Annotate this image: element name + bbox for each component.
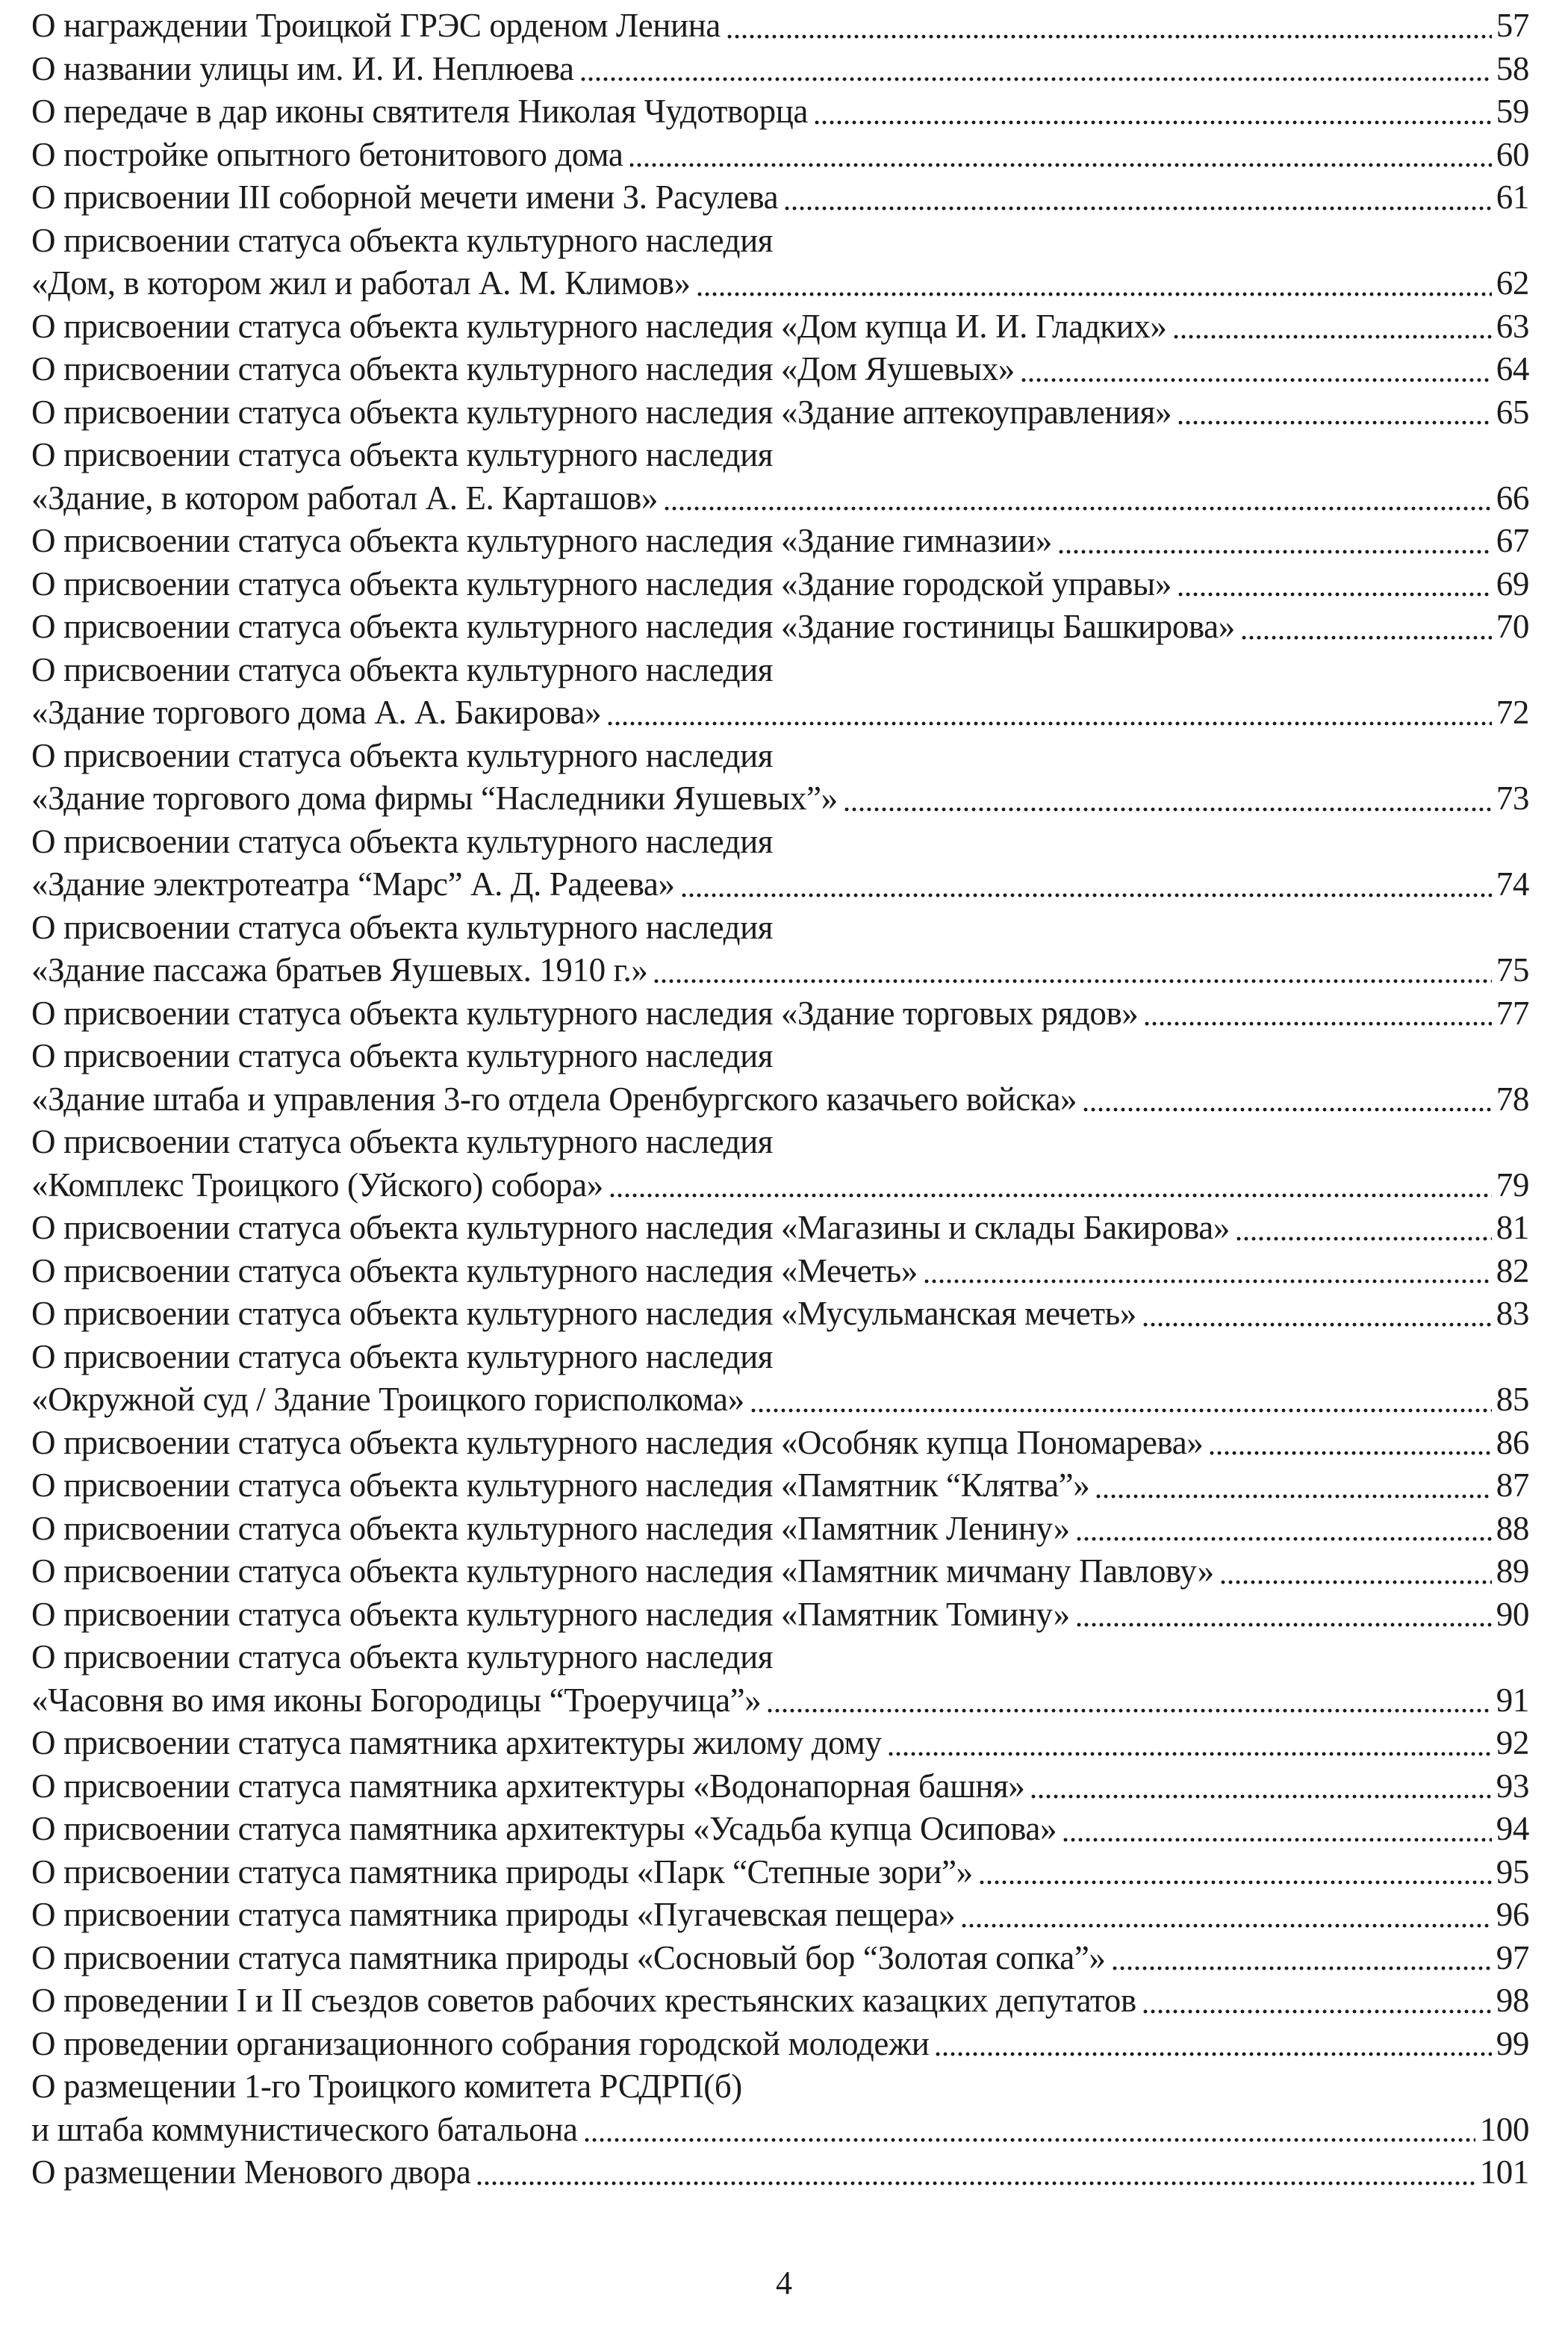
dot-leader — [813, 90, 1492, 134]
dot-leader — [653, 949, 1491, 992]
dot-leader — [887, 1722, 1492, 1765]
toc-entry-title: О присвоении статуса объекта культурного наследия «Мусульманская мечеть» — [31, 1295, 1136, 1332]
toc-entry-title: О присвоении статуса объекта культурного наследия — [31, 1037, 774, 1074]
toc-entry — [31, 563, 1529, 606]
toc-entry — [31, 1207, 1529, 1250]
dot-leader — [1240, 606, 1492, 649]
toc-entry-line — [31, 691, 1529, 735]
dot-leader — [1057, 520, 1492, 563]
toc-entry-line — [31, 1422, 1529, 1465]
toc-entry — [31, 134, 1529, 177]
toc-entry-line — [31, 176, 1529, 220]
dot-leader — [783, 176, 1492, 220]
toc-entry — [31, 1336, 1529, 1422]
toc-entry-line — [31, 906, 1529, 950]
toc-entry-line — [31, 520, 1529, 563]
dot-leader — [609, 1164, 1492, 1207]
toc-entry-title: О размещении Менового двора — [31, 2153, 471, 2191]
toc-entry-page-number: 92 — [1496, 1724, 1529, 1761]
toc-entry-line — [31, 1121, 1529, 1164]
toc-entry — [31, 176, 1529, 220]
toc-entry-page-number: 88 — [1496, 1509, 1529, 1547]
toc-entry — [31, 992, 1529, 1036]
toc-entry-page-number: 62 — [1496, 264, 1529, 302]
toc-entry — [31, 906, 1529, 992]
toc-entry-title: О присвоении статуса объекта культурного наследия — [31, 1337, 774, 1375]
dot-leader — [934, 2023, 1491, 2066]
toc-entry-line — [31, 1164, 1529, 1207]
toc-entry-line — [31, 1593, 1529, 1637]
toc-entry — [31, 4, 1529, 48]
toc-entry-title: О присвоении статуса объекта культурного наследия — [31, 736, 774, 774]
toc-entry-title: «Здание торгового дома А. А. Бакирова» — [31, 694, 602, 731]
toc-entry-title: О присвоении статуса объекта культурного наследия — [31, 822, 774, 860]
toc-entry — [31, 606, 1529, 649]
toc-entry — [31, 1808, 1529, 1851]
toc-entry-title: О проведении организационного собрания городской молодежи — [31, 2024, 930, 2062]
toc-entry-line — [31, 477, 1529, 520]
toc-entry — [31, 1722, 1529, 1765]
toc-entry-line — [31, 1378, 1529, 1422]
toc-entry — [31, 1464, 1529, 1508]
dot-leader — [1208, 1422, 1491, 1465]
toc-entry — [31, 391, 1529, 435]
toc-entry-title: О присвоении III соборной мечети имени З. Расулева — [31, 178, 779, 216]
toc-entry-line — [31, 134, 1529, 177]
toc-entry-title: «Комплекс Троицкого (Уйского) собора» — [31, 1166, 603, 1204]
toc-entry-page-number: 90 — [1496, 1595, 1529, 1633]
toc-entry-title: О присвоении статуса памятника природы «Парк “Степные зори”» — [31, 1852, 973, 1891]
dot-leader — [1142, 1979, 1492, 2023]
dot-leader — [843, 777, 1492, 821]
toc-entry-page-number: 60 — [1496, 135, 1529, 173]
toc-entry-line — [31, 90, 1529, 134]
dot-leader — [1235, 1207, 1492, 1250]
dot-leader — [1172, 305, 1492, 349]
toc-entry-page-number: 86 — [1496, 1423, 1529, 1461]
toc-entry-title: О присвоении статуса объекта культурного наследия — [31, 1123, 774, 1160]
toc-entry — [31, 348, 1529, 391]
dot-leader — [1030, 1765, 1491, 1808]
toc-entry-title: «Здание штаба и управления 3-го отдела Оренбургского казачьего войска» — [31, 1080, 1077, 1118]
toc-entry-line — [31, 1765, 1529, 1808]
toc-entry-line — [31, 1550, 1529, 1593]
toc-entry-page-number: 58 — [1496, 49, 1529, 87]
toc-entry — [31, 1979, 1529, 2023]
toc-entry-line — [31, 992, 1529, 1036]
toc-entry-page-number: 65 — [1496, 393, 1529, 431]
dot-leader — [1219, 1550, 1492, 1593]
toc-entry-line — [31, 777, 1529, 821]
toc-entry — [31, 1422, 1529, 1465]
toc-entry — [31, 1508, 1529, 1551]
toc-entry — [31, 1593, 1529, 1637]
toc-entry-title: О передаче в дар иконы святителя Николая Чудотворца — [31, 93, 808, 130]
toc-entry-page-number: 94 — [1496, 1810, 1529, 1847]
dot-leader — [726, 4, 1492, 48]
toc-entry-line — [31, 606, 1529, 649]
dot-leader — [750, 1378, 1492, 1422]
toc-entry-page-number: 70 — [1496, 608, 1529, 645]
toc-entry — [31, 2023, 1529, 2066]
toc-entry — [31, 2151, 1529, 2194]
toc-entry-page-number: 57 — [1496, 7, 1529, 44]
page-number: 4 — [776, 2265, 792, 2301]
toc-entry-title: О присвоении статуса памятника архитектуры «Водонапорная башня» — [31, 1767, 1025, 1805]
toc-entry-line — [31, 2065, 1529, 2109]
toc-entry — [31, 434, 1529, 520]
toc-entry — [31, 305, 1529, 349]
toc-entry-page-number: 59 — [1496, 93, 1529, 130]
toc-entry-page-number: 85 — [1496, 1381, 1529, 1418]
dot-leader — [696, 262, 1492, 305]
toc-entry-title: О присвоении статуса объекта культурного наследия — [31, 1638, 774, 1676]
toc-entry-line — [31, 821, 1529, 864]
toc-entry — [31, 735, 1529, 821]
toc-entry — [31, 90, 1529, 134]
toc-entry-page-number: 87 — [1496, 1466, 1529, 1504]
toc-entry-title: О присвоении статуса объекта культурного наследия «Здание аптекоуправления» — [31, 393, 1172, 431]
toc-entry-title: О присвоении статуса памятника архитектуры жилому дому — [31, 1724, 882, 1761]
toc-entry-title: О присвоении статуса объекта культурного наследия «Здание гостиницы Башкирова» — [31, 608, 1235, 645]
toc-entry — [31, 2065, 1529, 2151]
dot-leader — [1142, 1292, 1492, 1336]
toc-entry — [31, 1035, 1529, 1121]
toc-entry-line — [31, 1464, 1529, 1508]
toc-entry-line — [31, 4, 1529, 48]
toc-entry-title: О присвоении статуса объекта культурного наследия «Памятник Томину» — [31, 1595, 1070, 1633]
toc-entry-title: «Здание пассажа братьев Яушевых. 1910 г.» — [31, 951, 648, 989]
toc-entry-page-number: 66 — [1496, 479, 1529, 517]
toc-entry-title: «Здание электротеатра “Марс” А. Д. Радеева» — [31, 865, 675, 903]
toc-entry-line — [31, 1250, 1529, 1293]
dot-leader — [1177, 563, 1492, 606]
toc-entry-page-number: 75 — [1496, 951, 1529, 989]
toc-entry-line — [31, 1035, 1529, 1078]
toc-entry — [31, 1636, 1529, 1722]
toc-entry-page-number: 98 — [1496, 1982, 1529, 2019]
dot-leader — [476, 2151, 1475, 2194]
toc-entry-title: О названии улицы им. И. И. Неплюева — [31, 49, 574, 87]
toc-entry-page-number: 91 — [1496, 1681, 1529, 1719]
toc-entry-title: О присвоении статуса объекта культурного наследия «Памятник Ленину» — [31, 1509, 1070, 1547]
toc-entry-page-number: 89 — [1496, 1552, 1529, 1590]
toc-entry-line — [31, 391, 1529, 435]
toc-entry-title: О присвоении статуса объекта культурного наследия «Мечеть» — [31, 1251, 918, 1289]
toc-entry — [31, 48, 1529, 91]
toc-entry-line — [31, 1207, 1529, 1250]
toc-entry-line — [31, 348, 1529, 391]
toc-entry-page-number: 73 — [1496, 780, 1529, 817]
toc-entry-line — [31, 863, 1529, 906]
toc-entry-line — [31, 1292, 1529, 1336]
toc-entry-page-number: 81 — [1496, 1209, 1529, 1246]
toc-entry — [31, 1250, 1529, 1293]
toc-entry-title: О присвоении статуса объекта культурного наследия — [31, 650, 774, 688]
dot-leader — [1143, 992, 1491, 1036]
toc-entry-title: О присвоении статуса объекта культурного наследия «Памятник “Клятва”» — [31, 1466, 1090, 1504]
toc-entry — [31, 821, 1529, 906]
toc-entry — [31, 1121, 1529, 1207]
toc-entry-title: О присвоении статуса памятника природы «Сосновый бор “Золотая сопка”» — [31, 1938, 1106, 1976]
toc-entry-page-number: 61 — [1496, 178, 1529, 216]
toc-entry — [31, 649, 1529, 735]
toc-entry-page-number: 97 — [1496, 1938, 1529, 1976]
toc-entry-title: О присвоении статуса объекта культурного наследия «Магазины и склады Бакирова» — [31, 1209, 1230, 1246]
toc-entry-page-number: 74 — [1496, 865, 1529, 903]
toc-entry-title: «Здание, в котором работал А. Е. Карташов» — [31, 479, 658, 517]
dot-leader — [1020, 348, 1492, 391]
toc-entry-line — [31, 1679, 1529, 1723]
toc-entry-title: О присвоении статуса объекта культурного наследия «Здание гимназии» — [31, 522, 1052, 559]
toc-entry-line — [31, 949, 1529, 992]
toc-entry-title: «Часовня во имя иконы Богородицы “Троеручица”» — [31, 1681, 762, 1719]
toc-entry-line — [31, 2023, 1529, 2066]
toc-entry — [31, 1894, 1529, 1937]
toc-entry-line — [31, 1808, 1529, 1851]
toc-entry-title: О присвоении статуса объекта культурного наследия «Особняк купца Пономарева» — [31, 1423, 1204, 1461]
toc-entry-line — [31, 1078, 1529, 1121]
toc-entry-line — [31, 2151, 1529, 2194]
dot-leader — [1075, 1593, 1492, 1637]
toc-entry — [31, 220, 1529, 305]
toc-entry-line — [31, 1508, 1529, 1551]
dot-leader — [1095, 1464, 1491, 1508]
toc-entry-page-number: 95 — [1496, 1852, 1529, 1891]
toc-entry-title: О постройке опытного бетонитового дома — [31, 135, 623, 173]
toc-entry-page-number: 79 — [1496, 1166, 1529, 1204]
toc-entry-line — [31, 220, 1529, 263]
toc-entry-title: О присвоении статуса объекта культурного наследия — [31, 221, 774, 259]
toc-entry-page-number: 93 — [1496, 1767, 1529, 1805]
toc-entry-page-number: 63 — [1496, 307, 1529, 345]
table-of-contents — [31, 4, 1529, 2194]
toc-entry-title: О награждении Троицкой ГРЭС орденом Ленина — [31, 7, 721, 44]
toc-entry-line — [31, 1979, 1529, 2023]
toc-entry-line — [31, 1894, 1529, 1937]
toc-entry-title: «Окружной суд / Здание Троицкого горисполкома» — [31, 1381, 744, 1418]
toc-entry — [31, 1550, 1529, 1593]
toc-entry — [31, 520, 1529, 563]
toc-entry-line — [31, 1851, 1529, 1894]
toc-entry-line — [31, 1636, 1529, 1679]
toc-entry — [31, 1765, 1529, 1808]
dot-leader — [1062, 1808, 1492, 1851]
toc-entry-line — [31, 1336, 1529, 1379]
toc-entry-title: О размещении 1-го Троицкого комитета РСДРП(б) — [31, 2068, 742, 2105]
toc-entry-title: О присвоении статуса объекта культурного наследия «Дом Яушевых» — [31, 350, 1015, 388]
dot-leader — [1075, 1508, 1492, 1551]
toc-entry-line — [31, 262, 1529, 305]
toc-entry-line — [31, 649, 1529, 692]
toc-entry-page-number: 78 — [1496, 1080, 1529, 1118]
toc-entry-title: О присвоении статуса памятника природы «Пугачевская пещера» — [31, 1896, 956, 1933]
dot-leader — [1082, 1078, 1492, 1121]
toc-entry-line — [31, 563, 1529, 606]
toc-entry-page-number: 101 — [1479, 2153, 1529, 2191]
toc-entry-title: О присвоении статуса объекта культурного наследия «Памятник мичману Павлову» — [31, 1552, 1214, 1590]
toc-entry-page-number: 64 — [1496, 350, 1529, 388]
toc-entry-title: «Дом, в котором жил и работал А. М. Климов» — [31, 264, 691, 302]
toc-entry-title: О присвоении статуса объекта культурного наследия — [31, 436, 774, 473]
toc-entry-page-number: 77 — [1496, 994, 1529, 1032]
toc-entry-line — [31, 305, 1529, 349]
toc-entry-title: и штаба коммунистического батальона — [31, 2110, 578, 2148]
toc-entry-page-number: 67 — [1496, 522, 1529, 559]
dot-leader — [923, 1250, 1492, 1293]
dot-leader — [583, 2109, 1475, 2152]
dot-leader — [628, 134, 1491, 177]
dot-leader — [606, 691, 1492, 735]
dot-leader — [960, 1894, 1492, 1937]
toc-entry-page-number: 69 — [1496, 564, 1529, 603]
toc-entry-title: «Здание торгового дома фирмы “Наследники Яушевых”» — [31, 780, 838, 817]
toc-entry-page-number: 72 — [1496, 694, 1529, 731]
toc-entry-title: О присвоении статуса объекта культурного наследия «Дом купца И. И. Гладких» — [31, 307, 1167, 345]
toc-entry-line — [31, 735, 1529, 778]
toc-entry-title: О присвоении статуса памятника архитектуры «Усадьба купца Осипова» — [31, 1810, 1057, 1847]
dot-leader — [680, 863, 1492, 906]
toc-entry-page-number: 96 — [1496, 1896, 1529, 1933]
dot-leader — [978, 1851, 1492, 1894]
toc-entry — [31, 1292, 1529, 1336]
toc-entry-title: О присвоении статуса объекта культурного наследия «Здание торговых рядов» — [31, 994, 1139, 1032]
dot-leader — [1111, 1937, 1492, 1980]
toc-entry-line — [31, 48, 1529, 91]
toc-entry-title: О проведении I и II съездов советов рабочих крестьянских казацких депутатов — [31, 1982, 1136, 2019]
toc-entry-line — [31, 434, 1529, 477]
toc-entry-page-number: 83 — [1496, 1295, 1529, 1332]
dot-leader — [663, 477, 1492, 520]
toc-entry-title: О присвоении статуса объекта культурного наследия «Здание городской управы» — [31, 564, 1172, 603]
toc-entry-page-number: 82 — [1496, 1251, 1529, 1289]
toc-entry — [31, 1937, 1529, 1980]
toc-entry-line — [31, 1937, 1529, 1980]
toc-entry-line — [31, 1722, 1529, 1765]
toc-entry-title: О присвоении статуса объекта культурного наследия — [31, 908, 774, 946]
dot-leader — [1177, 391, 1492, 435]
dot-leader — [579, 48, 1492, 91]
dot-leader — [766, 1679, 1491, 1723]
toc-entry-line — [31, 2109, 1529, 2152]
toc-entry-page-number: 100 — [1479, 2110, 1529, 2148]
toc-entry — [31, 1851, 1529, 1894]
toc-entry-page-number: 99 — [1496, 2024, 1529, 2062]
